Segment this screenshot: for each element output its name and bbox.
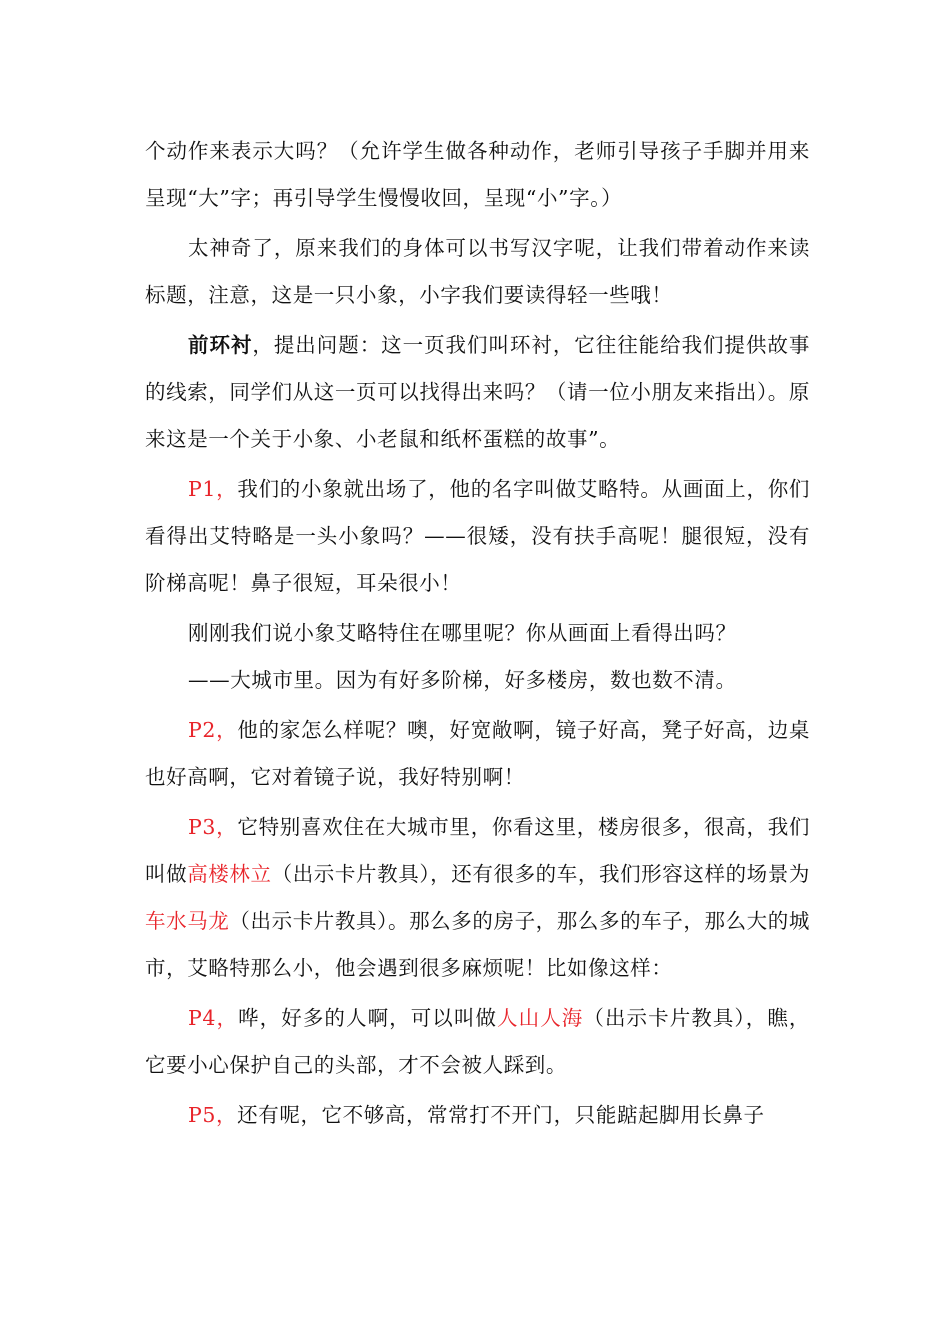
paragraph-page-4 xyxy=(145,995,810,1089)
paragraph-text: ——大城市里。因为有好多阶梯，好多楼房，数也数不清。 xyxy=(188,668,737,692)
highlighted-term: 高楼林立 xyxy=(187,862,272,886)
paragraph-continuation xyxy=(145,128,810,222)
paragraph-page-2 xyxy=(145,707,810,801)
paragraph-front-endpaper xyxy=(145,322,810,463)
page-marker: P3， xyxy=(188,815,238,839)
page-marker: P1， xyxy=(188,477,238,501)
paragraph-text: 我们的小象就出场了，他的名字叫做艾略特。从画面上，你们看得出艾特略是一头小象吗？——很矮，没有扶手高呢！腿很短，没有阶梯高呢！鼻子很短，耳朵很小！ xyxy=(145,477,811,595)
section-lead-label: 前环衬 xyxy=(188,333,253,357)
page-marker: P5， xyxy=(188,1103,238,1127)
page-marker: P2， xyxy=(188,718,238,742)
paragraph-text: 还有呢，它不够高，常常打不开门，只能踮起脚用长鼻子 xyxy=(237,1103,765,1127)
paragraph-text: 哗，好多的人啊，可以叫做 xyxy=(238,1006,498,1030)
paragraph-page-3 xyxy=(145,804,810,992)
paragraph-text: 刚刚我们说小象艾略特住在哪里呢？你从画面上看得出吗？ xyxy=(188,621,737,645)
document-body xyxy=(145,128,810,1142)
paragraph-text: 它特别喜欢住在大城市里，你看这里，楼房很多，很高，我们叫做 xyxy=(145,815,811,886)
page-marker: P4， xyxy=(188,1006,239,1030)
paragraph-page-5 xyxy=(145,1092,810,1139)
paragraph-text: （出示卡片教具），瞧，它要小心保护自己的头部，才不会被人踩到。 xyxy=(145,1006,811,1077)
paragraph-text: 太神奇了，原来我们的身体可以书写汉字呢，让我们带着动作来读标题，注意，这是一只小象，小字我们要读得轻一些哦！ xyxy=(145,236,810,307)
paragraph-text: （出示卡片教具），还有很多的车，我们形容这样的场景为 xyxy=(271,862,810,886)
highlighted-term: 人山人海 xyxy=(497,1006,584,1030)
paragraph xyxy=(145,225,810,319)
paragraph xyxy=(145,657,810,704)
paragraph-text: 个动作来表示大吗？（允许学生做各种动作，老师引导孩子手脚并用来呈现“大”字；再引导学生慢慢收回，呈现“小”字。） xyxy=(145,139,810,210)
paragraph-page-1 xyxy=(145,466,810,607)
paragraph-text: 他的家怎么样呢？噢，好宽敞啊，镜子好高，凳子好高，边桌也好高啊，它对着镜子说，我好特别啊！ xyxy=(145,718,811,789)
paragraph-text: （出示卡片教具）。那么多的房子，那么多的车子，那么大的城市，艾略特那么小，他会遇到很多麻烦呢！比如像这样： xyxy=(145,909,810,980)
paragraph xyxy=(145,610,810,657)
highlighted-term: 车水马龙 xyxy=(145,909,230,933)
paragraph-text: ，提出问题：这一页我们叫环衬，它往往能给我们提供故事的线索，同学们从这一页可以找得出来吗？（请一位小朋友来指出）。原来这是一个关于小象、小老鼠和纸杯蛋糕的故事”。 xyxy=(145,333,810,451)
